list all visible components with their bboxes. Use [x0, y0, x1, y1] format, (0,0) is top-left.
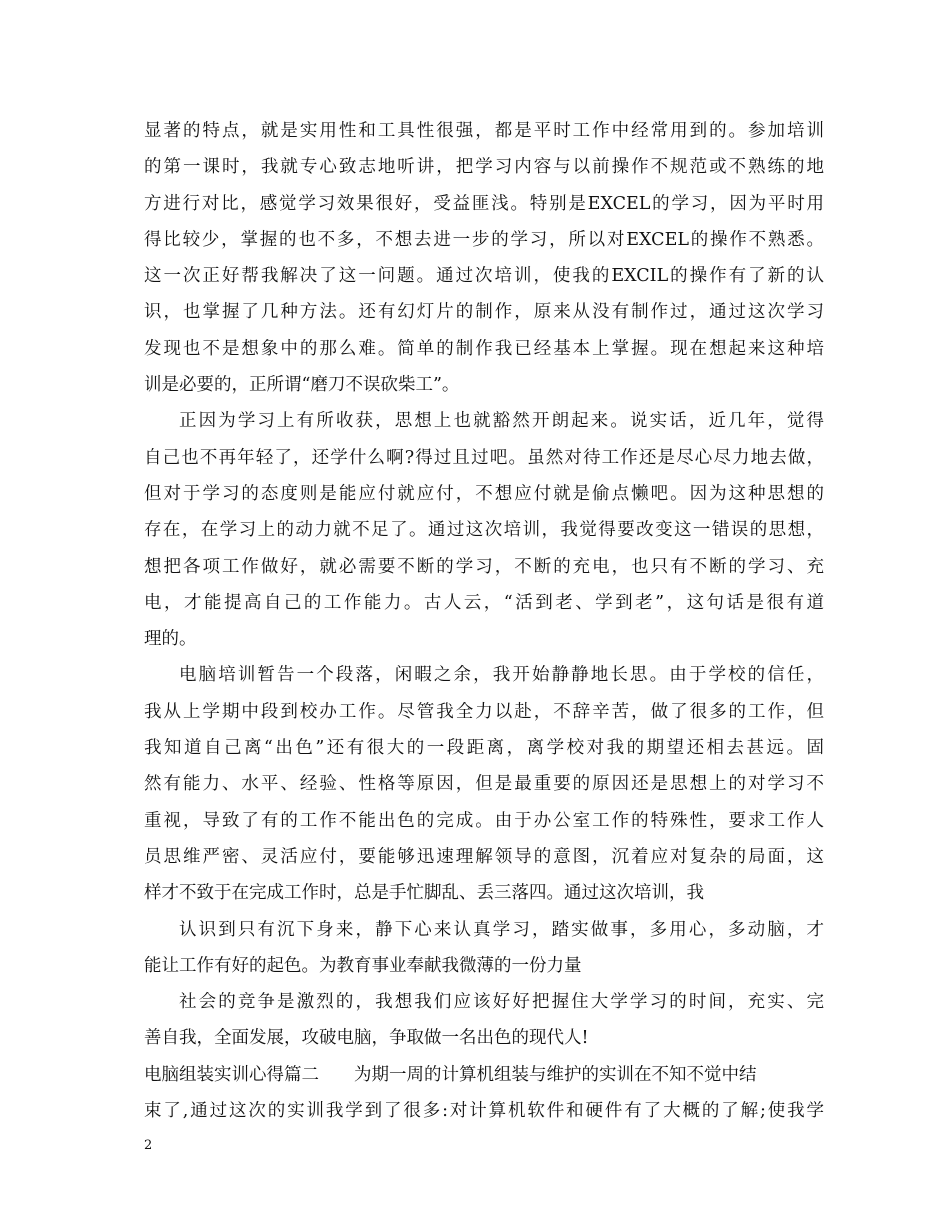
text-line: 我知道自己离“出色”还有很大的一段距离，离学校对我的期望还相去甚远。固 [144, 738, 824, 759]
text-line: 存在，在学习上的动力就不足了。通过这次培训，我觉得要改变这一错误的思想， [144, 520, 824, 541]
text-line: 但对于学习的态度则是能应付就应付，不想应付就是偷点懒吧。因为这种思想的 [144, 483, 824, 504]
text-line: 训是必要的，正所谓“磨刀不误砍柴工”。 [144, 375, 460, 396]
text-line: 正因为学习上有所收获，思想上也就豁然开朗起来。说实话，近几年，觉得 [179, 411, 824, 432]
text-line: 得比较少，掌握的也不多，不想去进一步的学习，所以对EXCEL的操作不熟悉。 [144, 229, 824, 250]
text-line: 员思维严密、灵活应付，要能够迅速理解领导的意图，沉着应对复杂的局面，这 [144, 846, 824, 867]
text-line: 我从上学期中段到校办工作。尽管我全力以赴，不辞辛苦，做了很多的工作，但 [144, 701, 824, 722]
text-line: 这一次正好帮我解决了这一问题。通过次培训，使我的EXCIL的操作有了新的认 [144, 266, 824, 287]
text-line: 理的。 [144, 629, 197, 650]
text-line: 重视，导致了有的工作不能出色的完成。由于办公室工作的特殊性，要求工作人 [144, 810, 824, 831]
text-line: 样才不致于在完成工作时，总是手忙脚乱、丢三落四。通过这次培训，我 [144, 883, 704, 904]
text-line: 认识到只有沉下身来，静下心来认真学习，踏实做事，多用心，多动脑，才 [179, 919, 824, 940]
body-text [144, 113, 824, 1129]
text-line: 电脑组装实训心得篇二 为期一周的计算机组装与维护的实训在不知不觉中结 [144, 1064, 757, 1085]
text-line: 想把各项工作做好，就必需要不断的学习，不断的充电，也只有不断的学习、充 [144, 556, 824, 577]
text-line: 善自我，全面发展，攻破电脑，争取做一名出色的现代人! [144, 1028, 589, 1049]
text-line: 的第一课时，我就专心致志地听讲，把学习内容与以前操作不规范或不熟练的地 [144, 157, 824, 178]
text-line: 社会的竞争是激烈的，我想我们应该好好把握住大学学习的时间，充实、完 [179, 992, 824, 1013]
text-line: 自己也不再年轻了，还学什么啊?得过且过吧。虽然对待工作还是尽心尽力地去做， [144, 447, 824, 468]
text-line: 识，也掌握了几种方法。还有幻灯片的制作，原来从没有制作过，通过这次学习 [144, 302, 824, 323]
text-line: 然有能力、水平、经验、性格等原因，但是最重要的原因还是思想上的对学习不 [144, 774, 824, 795]
text-line: 束了,通过这次的实训我学到了很多:对计算机软件和硬件有了大概的了解;使我学 [144, 1101, 824, 1122]
text-line: 电脑培训暂告一个段落，闲暇之余，我开始静静地长思。由于学校的信任， [179, 665, 824, 686]
text-line: 电，才能提高自己的工作能力。古人云，“活到老、学到老”，这句话是很有道 [144, 592, 824, 613]
text-line: 能让工作有好的起色。为教育事业奉献我微薄的一份力量 [144, 955, 582, 976]
text-line: 显著的特点，就是实用性和工具性很强，都是平时工作中经常用到的。参加培训 [144, 121, 824, 141]
text-line: 方进行对比，感觉学习效果很好，受益匪浅。特别是EXCEL的学习，因为平时用 [144, 193, 824, 214]
page-number: 2 [144, 1138, 153, 1153]
text-line: 发现也不是想象中的那么难。简单的制作我已经基本上掌握。现在想起来这种培 [144, 338, 824, 359]
